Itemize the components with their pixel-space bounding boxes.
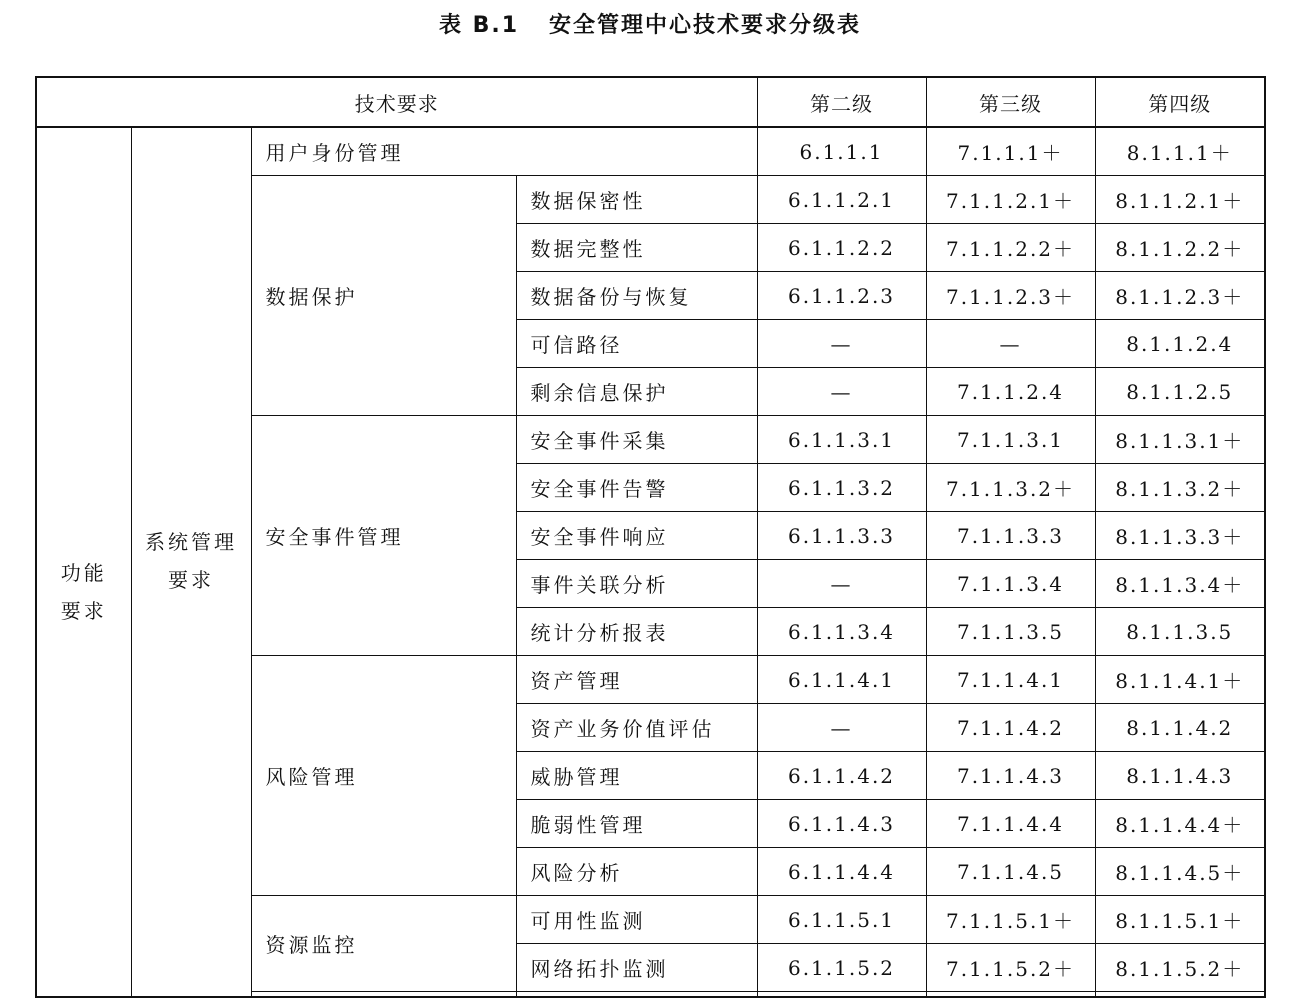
table-title-text: 安全管理中心技术要求分级表 [549,13,862,38]
level2-cell: — [757,560,926,608]
level4-cell: 8.1.1.2.1＋ [1095,176,1265,224]
category-cell: 风险管理 [251,656,516,896]
group-functional-line1: 功能 [60,561,107,585]
level2-cell: — [757,320,926,368]
item-cell: 风险分析 [516,848,757,896]
group-functional-line2: 要求 [60,599,107,623]
level4-cell: 8.1.1.4.2 [1095,704,1265,752]
level2-cell: 6.1.1.4.3 [757,800,926,848]
level3-cell: 7.1.1.4.4 [926,800,1095,848]
item-cell: 剩余信息保护 [516,368,757,416]
level3-cell: 7.1.1.4.2 [926,704,1095,752]
level3-cell: 7.1.1.1＋ [926,127,1095,176]
header-level4: 第四级 [1095,77,1265,127]
group-system-mgmt-line2: 要求 [168,568,214,592]
group-system-mgmt [131,127,251,997]
level3-cell: 7.1.1.2.1＋ [926,176,1095,224]
level2-cell: 6.1.1.2.3 [757,272,926,320]
item-cell: 脆弱性管理 [516,800,757,848]
level3-cell: — [926,320,1095,368]
continuation-cell [926,992,1095,998]
group-system-mgmt-line1: 系统管理 [145,530,237,554]
header-level3: 第三级 [926,77,1095,127]
level4-cell: 8.1.1.2.2＋ [1095,224,1265,272]
level4-cell: 8.1.1.4.3 [1095,752,1265,800]
level4-cell: 8.1.1.3.2＋ [1095,464,1265,512]
level2-cell: 6.1.1.3.3 [757,512,926,560]
requirements-table [35,76,1266,998]
header-tech-req: 技术要求 [36,77,757,127]
level2-cell: 6.1.1.3.1 [757,416,926,464]
category-cell: 用户身份管理 [251,127,757,176]
item-cell: 资产业务价值评估 [516,704,757,752]
category-cell: 数据保护 [251,176,516,416]
item-cell: 数据保密性 [516,176,757,224]
level4-cell: 8.1.1.4.5＋ [1095,848,1265,896]
category-cell: 安全事件管理 [251,416,516,656]
level3-cell: 7.1.1.4.5 [926,848,1095,896]
level4-cell: 8.1.1.4.1＋ [1095,656,1265,704]
level4-cell: 8.1.1.3.5 [1095,608,1265,656]
level2-cell: 6.1.1.3.4 [757,608,926,656]
level2-cell: 6.1.1.1 [757,127,926,176]
item-cell: 威胁管理 [516,752,757,800]
level4-cell: 8.1.1.2.3＋ [1095,272,1265,320]
item-cell: 安全事件采集 [516,416,757,464]
level3-cell: 7.1.1.3.5 [926,608,1095,656]
level2-cell: 6.1.1.4.1 [757,656,926,704]
group-functional [36,127,131,997]
continuation-cell [757,992,926,998]
level4-cell: 8.1.1.2.4 [1095,320,1265,368]
header-row [36,77,1265,127]
table-row [36,127,1265,176]
continuation-cell [1095,992,1265,998]
level3-cell: 7.1.1.5.2＋ [926,944,1095,992]
level3-cell: 7.1.1.5.1＋ [926,896,1095,944]
level4-cell: 8.1.1.2.5 [1095,368,1265,416]
item-cell: 统计分析报表 [516,608,757,656]
level2-cell: 6.1.1.4.4 [757,848,926,896]
level3-cell: 7.1.1.2.2＋ [926,224,1095,272]
level3-cell: 7.1.1.4.3 [926,752,1095,800]
item-cell: 网络拓扑监测 [516,944,757,992]
level3-cell: 7.1.1.3.2＋ [926,464,1095,512]
level4-cell: 8.1.1.3.1＋ [1095,416,1265,464]
level3-cell: 7.1.1.2.4 [926,368,1095,416]
level4-cell: 8.1.1.1＋ [1095,127,1265,176]
level2-cell: — [757,368,926,416]
level2-cell: — [757,704,926,752]
level3-cell: 7.1.1.3.1 [926,416,1095,464]
category-cell: 资源监控 [251,896,516,992]
continuation-cell [516,992,757,998]
item-cell: 资产管理 [516,656,757,704]
level4-cell: 8.1.1.5.1＋ [1095,896,1265,944]
continuation-cell [251,992,516,998]
header-level2: 第二级 [757,77,926,127]
level3-cell: 7.1.1.3.4 [926,560,1095,608]
level4-cell: 8.1.1.3.3＋ [1095,512,1265,560]
item-cell: 数据备份与恢复 [516,272,757,320]
item-cell: 数据完整性 [516,224,757,272]
table-number: 表 B.1 [438,13,520,38]
item-cell: 安全事件响应 [516,512,757,560]
level2-cell: 6.1.1.2.1 [757,176,926,224]
level2-cell: 6.1.1.3.2 [757,464,926,512]
level4-cell: 8.1.1.5.2＋ [1095,944,1265,992]
level2-cell: 6.1.1.2.2 [757,224,926,272]
level2-cell: 6.1.1.5.1 [757,896,926,944]
table-title [0,8,1300,44]
level3-cell: 7.1.1.4.1 [926,656,1095,704]
level2-cell: 6.1.1.5.2 [757,944,926,992]
item-cell: 安全事件告警 [516,464,757,512]
item-cell: 可信路径 [516,320,757,368]
level4-cell: 8.1.1.3.4＋ [1095,560,1265,608]
level3-cell: 7.1.1.2.3＋ [926,272,1095,320]
level3-cell: 7.1.1.3.3 [926,512,1095,560]
item-cell: 事件关联分析 [516,560,757,608]
item-cell: 可用性监测 [516,896,757,944]
level4-cell: 8.1.1.4.4＋ [1095,800,1265,848]
level2-cell: 6.1.1.4.2 [757,752,926,800]
